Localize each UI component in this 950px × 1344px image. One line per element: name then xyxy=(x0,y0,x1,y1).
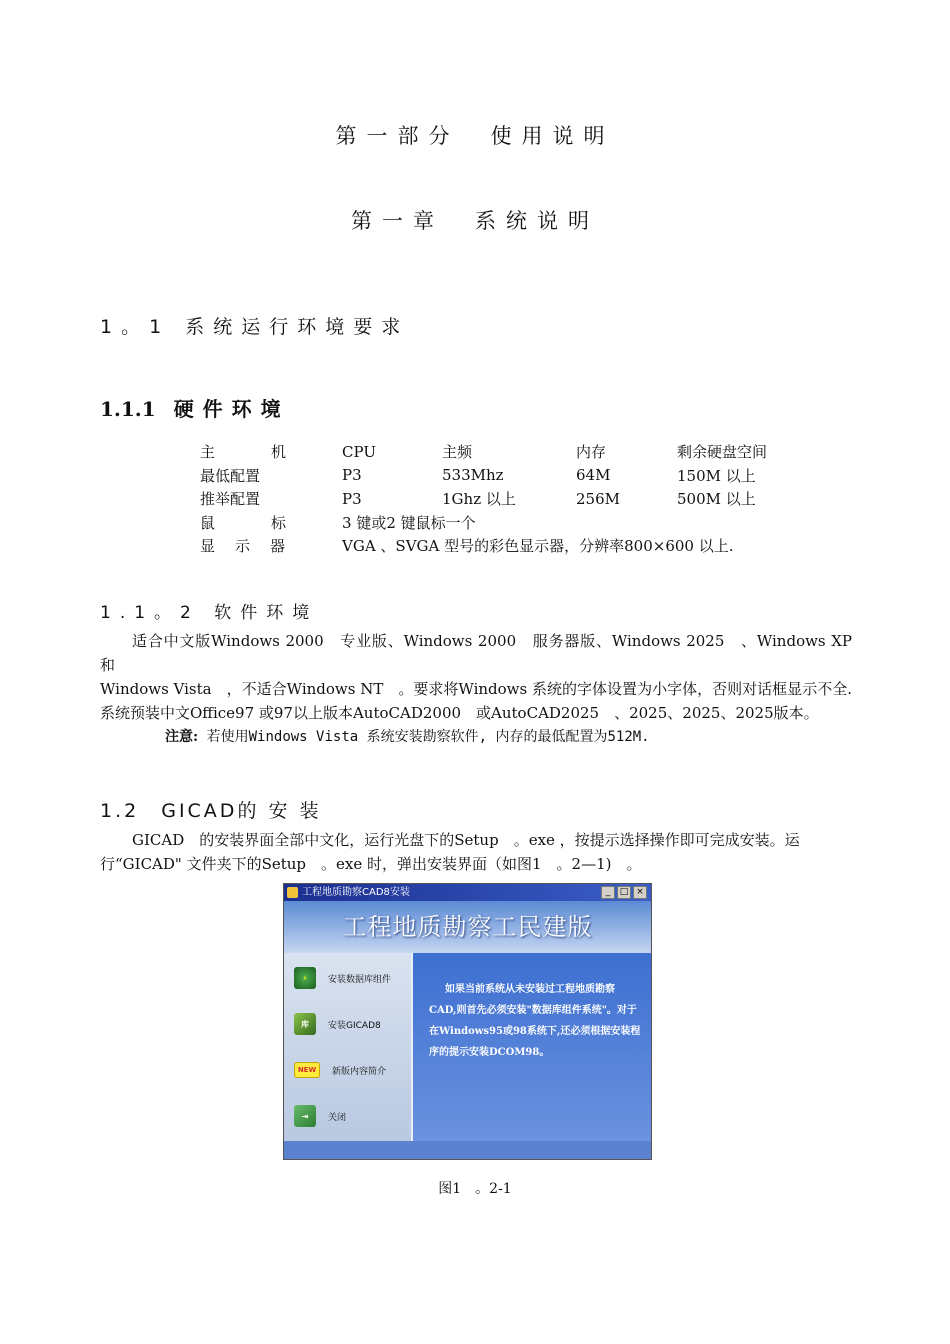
window-title: 工程地质勘察CAD8安装 xyxy=(302,887,410,898)
table-cell: 64M xyxy=(576,466,611,485)
lightning-icon: ⚡ xyxy=(294,967,316,989)
menu-label: 关闭 xyxy=(328,1112,347,1123)
section-heading-1-1-2: 1.1。2 软件环境 xyxy=(100,603,319,623)
table-header: 剩余硬盘空间 xyxy=(677,443,768,462)
whats-new-button[interactable] xyxy=(294,1055,411,1085)
menu-label: 新版内容简介 xyxy=(332,1066,387,1077)
table-row xyxy=(200,511,767,535)
close-button[interactable]: × xyxy=(633,886,647,899)
table-cell: P3 xyxy=(342,466,362,485)
info-text: 如果当前系统从未安装过工程地质勘察CAD,则首先必须安装"数据库组件系统"。对于在Windows95或98系统下,还必须根据安装程序的提示安装DCOM98。 xyxy=(429,984,641,1058)
section-number: 1.1.1 xyxy=(100,397,156,421)
table-cell: 150M 以上 xyxy=(677,466,756,485)
table-header-row xyxy=(200,440,767,464)
display-value: VGA 、SVGA 型号的彩色显示器，分辨率800×600 以上. xyxy=(342,537,734,556)
app-icon xyxy=(287,887,298,898)
table-cell: 最低配置 xyxy=(200,466,261,485)
display-label: 显示器 xyxy=(200,537,306,556)
exit-icon: ⇥ xyxy=(294,1105,316,1127)
note-label: 注意: xyxy=(165,729,199,745)
mouse-value: 3 键或2 键鼠标一个 xyxy=(342,513,476,532)
table-row xyxy=(200,487,767,511)
install-paragraph xyxy=(100,828,852,876)
note xyxy=(165,726,650,746)
table-cell: 500M 以上 xyxy=(677,490,756,509)
table-cell: 533Mhz xyxy=(442,466,504,485)
paragraph-text: 行“GICAD" 文件夹下的Setup 。exe 时，弹出安装界面（如图1 。2—1) 。 xyxy=(100,855,642,873)
paragraph-line: 适合中文版Windows 2000 专业版、Windows 2000 服务器版、Windows 2025 、Windows XP 和 xyxy=(100,632,868,674)
table-header: CPU xyxy=(342,442,376,461)
new-badge-icon: NEW xyxy=(294,1062,320,1078)
paragraph-line: GICAD 的安装界面全部中文化，运行光盘下的Setup 。exe ，按提示选择操作即可完成安装。运 xyxy=(132,831,800,849)
minimize-button[interactable]: _ xyxy=(601,886,615,899)
part-title: 第一部分 使用说明 xyxy=(335,124,615,148)
table-cell: 1Ghz 以上 xyxy=(442,490,516,509)
table-cell: 256M xyxy=(576,489,621,508)
table-row xyxy=(200,464,767,488)
menu-label: 安装GICAD8 xyxy=(328,1020,381,1031)
menu-label: 安装数据库组件 xyxy=(328,974,392,985)
window-titlebar xyxy=(284,884,651,901)
note-text: 若使用Windows Vista 系统安装勘察软件, 内存的最低配置为512M. xyxy=(198,729,650,745)
exit-button[interactable] xyxy=(294,1101,411,1131)
installer-menu xyxy=(284,953,413,1141)
section-heading-1-1-1 xyxy=(100,393,290,422)
mouse-label: 鼠标 xyxy=(200,513,343,532)
table-header: 主机 xyxy=(200,443,343,462)
chapter-title: 第一章 系统说明 xyxy=(351,209,599,233)
section-title: 硬件环境 xyxy=(173,397,290,421)
table-cell: 推举配置 xyxy=(200,490,261,509)
software-paragraph xyxy=(100,629,868,725)
installer-banner: 工程地质勘察工民建版 xyxy=(284,901,651,953)
table-cell: P3 xyxy=(342,489,362,508)
hardware-table xyxy=(200,440,767,558)
table-row xyxy=(200,534,767,558)
table-header: 内存 xyxy=(576,443,607,462)
maximize-button[interactable]: □ xyxy=(617,886,631,899)
install-gicad-button[interactable] xyxy=(294,1009,411,1039)
database-icon: 库 xyxy=(294,1013,316,1035)
paragraph-text: Windows Vista ，不适合Windows NT 。要求将Windows 系统的字体设置为小字体，否则对话框显示不全. 系统预装中文Office97 或97以上版本AutoCAD2000 或AutoCAD2025 、2025、2025、2025版本。 xyxy=(100,680,852,722)
installer-screenshot xyxy=(283,883,652,1160)
installer-footer xyxy=(284,1141,651,1159)
info-pane xyxy=(413,953,651,1141)
figure-caption: 图1 。2-1 xyxy=(438,1181,512,1197)
section-heading-1-1: 1。1 系统运行环境要求 xyxy=(100,316,410,338)
section-heading-1-2: 1.2 GICAD的 安 装 xyxy=(100,800,322,822)
table-header: 主频 xyxy=(442,443,473,462)
install-database-button[interactable] xyxy=(294,963,411,993)
